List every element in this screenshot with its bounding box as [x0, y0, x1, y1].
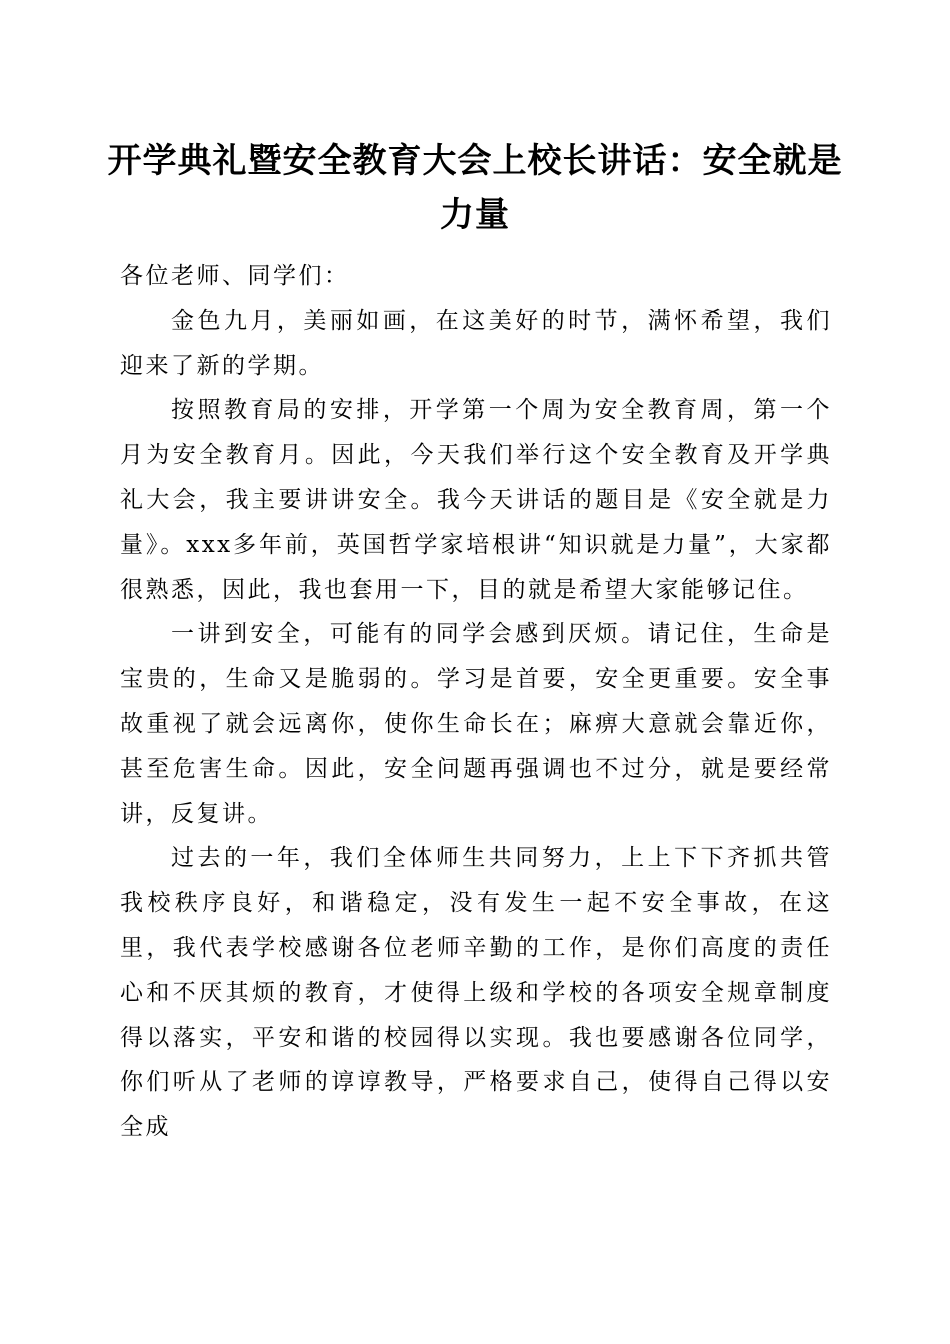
salutation: 各位老师、同学们：	[120, 263, 350, 289]
paragraph-3: 一讲到安全，可能有的同学会感到厌烦。请记住，生命是宝贵的，生命又是脆弱的。学习是首要，安全更重要。安全事故重视了就会远离你，使你生命长在；麻痹大意就会靠近你，甚至危害生命。因此，安全问题再强调也不过分，就是要经常讲，反复讲。	[120, 621, 832, 827]
document-title: 开学典礼暨安全教育大会上校长讲话：安全就是力量	[107, 141, 843, 235]
paragraph-1: 金色九月，美丽如画，在这美好的时节，满怀希望，我们迎来了新的学期。	[120, 307, 832, 379]
paragraph-2: 按照教育局的安排，开学第一个周为安全教育周，第一个月为安全教育月。因此，今天我们举行这个安全教育及开学典礼大会，我主要讲讲安全。我今天讲话的题目是《安全就是力量》。xxx多年前，英国哲学家培根讲“知识就是力量”，大家都很熟悉，因此，我也套用一下，目的就是希望大家能够记住。	[120, 397, 832, 603]
document-body	[120, 254, 832, 1150]
paragraph-4: 过去的一年，我们全体师生共同努力，上上下下齐抓共管我校秩序良好，和谐稳定，没有发生一起不安全事故，在这里，我代表学校感谢各位老师辛勤的工作，是你们高度的责任心和不厌其烦的教育，才使得上级和学校的各项安全规章制度得以落实，平安和谐的校园得以实现。我也要感谢各位同学，你们听从了老师的谆谆教导，严格要求自己，使得自己得以安全成	[120, 845, 832, 1141]
